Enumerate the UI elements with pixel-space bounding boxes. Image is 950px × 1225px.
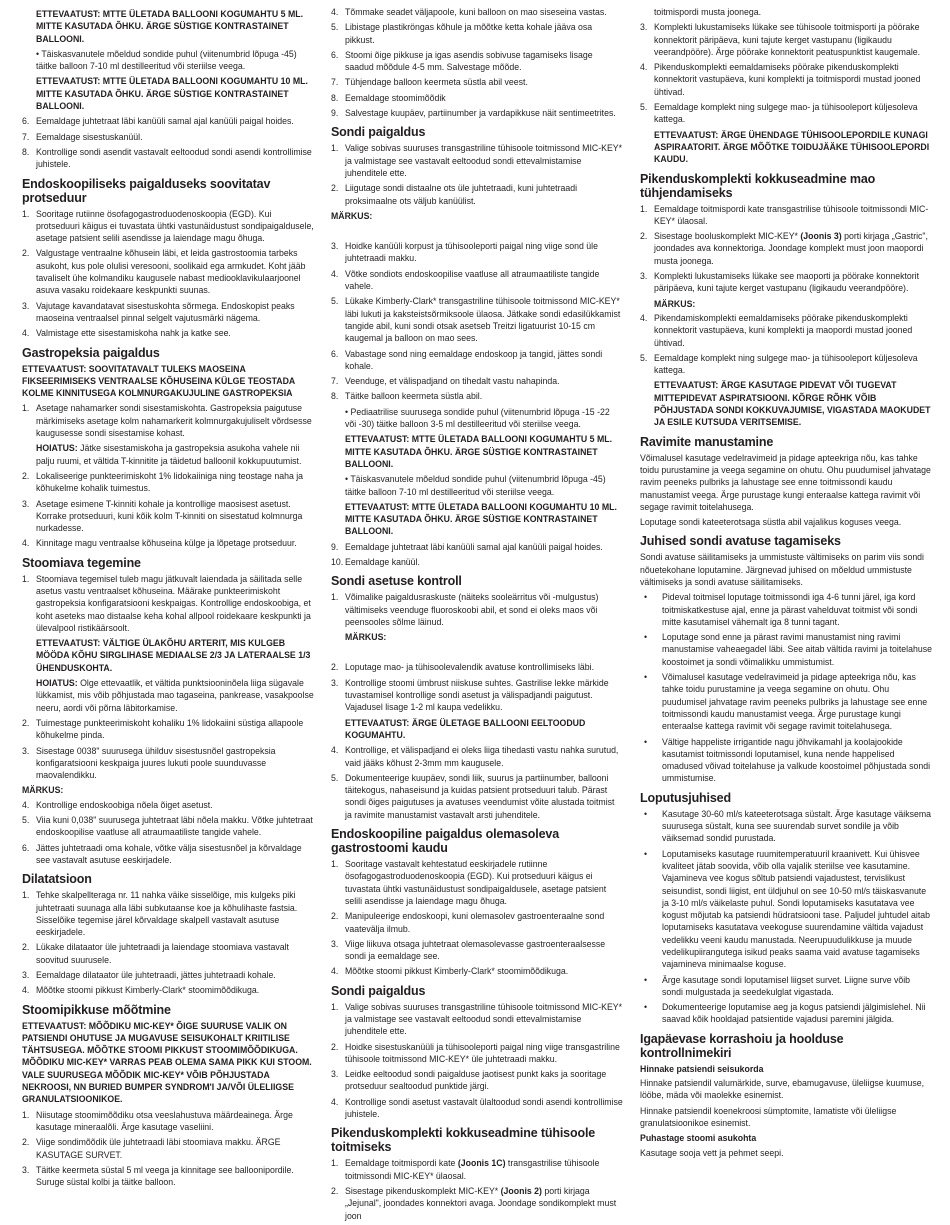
note-label: HOIATUS: (36, 443, 78, 454)
numbered-step (640, 312, 932, 349)
section-heading: Endoskoopiline paigaldus olemasoleva gastrostoomi kaudu (331, 827, 559, 856)
numbered-step (331, 348, 623, 373)
step-text: Jättes juhtetraadi oma kohale, võtke välja sisestusnõel ja kõrvaldage see vastavalt asutuse eeskirjadele. (36, 842, 302, 865)
column-left (22, 6, 314, 1191)
numbered-step (22, 300, 314, 325)
step-number: 1. (22, 403, 30, 414)
step-number: 9. (331, 541, 339, 552)
numbered-step (331, 142, 623, 179)
numbered-step (331, 76, 623, 88)
step-number: 9. (331, 108, 339, 119)
bullet-text: Loputamiseks kasutage ruumitemperatuuril kraanivett. Kui ühisvee kvaliteet jätab soovida, võib olla vajalik steriilse vee kasutamine. Vajamineva vee kogus sõltub patsiendi vajadustest, tervislikust seisundist, sondi liigist, ent üldjuhul on see 10-50 ml/s täiskasvanute ja 3-10 ml/s väikelaste puhul. Sondi loputamiseks kasutatava vee kogust mõjutab ka patsiendi hüdratsiooni tase. Paljudel juhtudel aitab loputamiseks kasutatava veekoguse suurendamine vältida vajadust vedelikku veeni kaudu manustada. Neerupuudulikkuse ja muude vedelikupiirangutega isikud peaks saama vaid avatuse tagamiseks vajaminevа minimaalse koguse. (662, 848, 931, 970)
step-text: Hoidke sisestuskanüüli ja tühisooleporti paigal ning viige transgastriline tühisoole toitmissond MIC-KEY* üle juhtetraadi makku. (345, 1041, 620, 1064)
bullet-dot: • (644, 672, 648, 683)
figure-reference: (Joonis 2) (500, 1185, 542, 1196)
step-text: Valgustage ventraalne kõhusein läbi, et leida gastrostoomia tarbeks asukoht, kus pole olulisi veresooni, soolikaid ega armkudet. Koht jääb tavaliselt ühe kolmandiku kaugusele nabast mediooklavikulaarjoonel asuva vasaku roidekaare keskpunkti suunas. (36, 248, 306, 296)
step-number: 3. (22, 300, 30, 311)
numbered-step (331, 910, 623, 935)
paragraph: Hinnake patsiendil valumärkide, surve, ebamugavuse, üleliigse kuumuse, lööbe, mäda või maolekke esinemist. (640, 1078, 925, 1101)
bullet-text: Loputage sond enne ja pärast ravimi manustamist ning ravimi manustamise vaheaegadel läbi. See aitab vältida ravimi ja toitelahuse koostoimet ja sondi võimalikku ummistumist. (662, 632, 932, 667)
numbered-step (22, 131, 314, 143)
step-number: 3. (640, 22, 648, 33)
numbered-step (331, 182, 623, 207)
bullet-item (640, 591, 932, 628)
step-text: Eemaldage stoomimõõdik (345, 92, 446, 103)
step-number: 2. (331, 662, 339, 673)
step-text (345, 1157, 623, 1182)
step-number: 2. (22, 717, 30, 728)
step-text: Mõõtke stoomi pikkust Kimberly-Clark* stoomimõõdikuga. (36, 985, 260, 996)
step-number: 1. (331, 1158, 339, 1169)
bullet-dot: • (644, 974, 648, 985)
note-label: MÄRKUS: (654, 298, 696, 309)
step-text: Lükake dilataator üle juhtetraadi ja laiendage stoomiava vastavalt soovitud suurusele. (36, 942, 289, 965)
step-number: 7. (331, 376, 339, 387)
numbered-step (22, 115, 314, 127)
section-heading: Loputusjuhised (640, 790, 731, 805)
step-number: 4. (22, 328, 30, 339)
step-number: 2. (22, 248, 30, 259)
step-number: 2. (331, 1041, 339, 1052)
step-number: 8. (331, 92, 339, 103)
step-number: 6. (331, 348, 339, 359)
step-number: 3. (331, 938, 339, 949)
step-number: 4. (331, 966, 339, 977)
step-text: Eemaldage sisestuskanüül. (36, 131, 143, 142)
step-text: Täitke keermeta süstal 5 ml veega ja kinnitage see balloonipordile. Suruge süstal kolbi ja täitke balloon. (36, 1164, 294, 1188)
numbered-step (331, 677, 623, 714)
step-number: 3. (22, 970, 30, 980)
step-text: Kontrollige stoomi ümbrust niiskuse suhtes. Gastrilise lekke märkide tuvastamisel kontrollige sondi asetust ja välispadjandi paigutust. Vajadusel lisage 1-2 ml kaupa vedelikku. (345, 677, 609, 713)
step-number: 7. (331, 77, 339, 88)
paragraph: Võimalusel kasutage vedelravimeid ja pidage apteekriga nõu, kas tahke toidu purustamine ja veega segamine on ohutu. Ohu puudumisel jahvatage ravim peeneks pulbriks ja lahustage see enne toitmissondi kaudu manustamist veega. Ärge purustage kungi enteraalse kattega ravimit või segage ravimit toitelahusega. (640, 452, 931, 512)
bullet-text: Pideval toitmisel loputage toitmissondi iga 4-6 tunni järel, iga kord toitmiskatkestuse ajal, enne ja pärast vahelduvat toitmist või sondi mitte kasutamisel vähemalt iga 8 tunni tagant. (662, 592, 918, 627)
step-number: 1. (22, 208, 30, 219)
step-number: 3. (331, 677, 339, 688)
numbered-step (22, 247, 314, 296)
step-number: 2. (22, 470, 30, 481)
warning-text: ETTEVAATUST: ÄRGE ÜHENDAGE TÜHISOOLEPORDILE KUNAGI ASPIRAATORIT. ÄRGE MÕÕTKE TOIDUJÄÄKE TÜHISOOLEPORDI KAUDU. (654, 129, 930, 165)
note-paragraph (36, 442, 314, 467)
numbered-step (331, 1157, 623, 1182)
step-number: 2. (331, 1185, 339, 1196)
step-text: Leidke eeltoodud sondi paigalduse jaotisest punkt kaks ja sooritage protseduur sealtoodud punktide järgi. (345, 1069, 607, 1092)
step-text: Komplekti lukustamiseks lükake see maoporti ja pöörake konnektorit päripäeva, kuni tajute kerget vastupanu (ligikaudu veerandpööre). (654, 271, 920, 294)
step-text: Sooritage vastavalt kehtestatud eeskirjadele rutiinne ösofagogastroduodenoskoopia (EGD). Kui protseduuri käigus ei tuvastata ühtki vastunäidustust sondipaigaldusele, asetage patsient selili asendisse ja laiendage magu õhuga. (345, 859, 607, 906)
step-text-part: transgastrilise tühisoole toitmissondi MIC-KEY* ülaosal. (345, 1158, 600, 1181)
numbered-step (640, 21, 932, 58)
section-heading: Ravimite manustamine (640, 434, 774, 449)
step-number: 1. (331, 1001, 339, 1012)
numbered-step (22, 537, 314, 549)
bullet-dot: • (644, 808, 648, 819)
paragraph: Kasutage sooja vett ja pehmet seepi. (640, 1147, 784, 1158)
step-number: 7. (22, 131, 30, 142)
numbered-step (331, 1185, 623, 1222)
step-number: 4. (22, 985, 30, 996)
step-number: 1. (640, 203, 648, 214)
numbered-step (331, 240, 623, 265)
step-text: Võimalike paigaldusraskuste (näiteks sooleärritus või -mulgustus) vältimiseks veenduge fluoroskoobi abil, et sond ei oleks maos või peensooles sõlme läinud. (345, 592, 599, 627)
section-heading: Gastropeksia paigaldus (22, 345, 160, 360)
section-heading: Endoskoopiliseks paigalduseks soovitatav protseduur (22, 176, 271, 205)
bullet-item (640, 736, 932, 785)
step-text: Valmistage ette sisestamiskoha nahk ja katke see. (36, 328, 231, 339)
numbered-step (640, 352, 932, 377)
step-text-part: porti kirjaga „Gastric", joondades ava konnektoriga. Joondage komplekt must joon maopordi musta joonega. (654, 231, 928, 266)
numbered-step (22, 470, 314, 495)
step-number: 4. (331, 268, 339, 279)
warning-text: ETTEVAATUST: SOOVITATAVALT TULEKS MAOSEINA FIKSEERIMISEKS VENTRAALSE KÕHUSEINA KÜLGE TEOSTADA KOLME KINNITUSEGA KOLMNURGAKUJULINE GASTROPEKSIA (22, 363, 295, 399)
numbered-step (22, 1136, 314, 1161)
bullet-note: • Täiskasvanutele mõeldud sondide puhul (viitenumbrid lõpuga -45) täitke balloon 7-10 ml destilleeritud või steriilse veega. (36, 48, 297, 72)
numbered-step (22, 814, 314, 839)
warning-text: ETTEVAATUST: MTTE ÜLETADA BALLOONI KOGUMAHTU 5 ML. MITTE KASUTADA ÕHKU. ÄRGE SÜSTIGE KONTRASTAINET BALLOONI. (36, 9, 304, 44)
subheading: MÄRKUS: (22, 785, 64, 796)
step-number: 5. (640, 102, 648, 113)
section-heading: Pikenduskomplekti kokkuseadmine tühisoole toitmiseks (331, 1126, 596, 1155)
section-heading: Pikenduskomplekti kokkuseadmine mao tühjendamiseks (640, 171, 876, 200)
step-number: 5. (331, 22, 339, 33)
step-text: Eemaldage dilataator üle juhtetraadi, jättes juhtetraadi kohale. (36, 970, 276, 980)
step-text: Eemaldage komplekt ning sulgege mao- ja tühisooleport küljesoleva kattega. (654, 102, 918, 125)
step-text: Kontrollige sondi asetust vastavalt ülaltoodud sondi asendi kontrollimise juhistele. (345, 1096, 623, 1120)
section-heading: Sondi paigaldus (331, 125, 426, 140)
bullet-note: • Pediaatrilise suurusega sondide puhul (viitenumbrid lõpuga -15 -22 või -30) täitke balloon 3-5 ml destilleeritud või steriilse veega. (345, 406, 610, 430)
step-text: Viia kuni 0,038" suurusega juhtetraat läbi nõela makku. Võtke juhtetraat endoskoopilise vaatluse all atraumaatiliste tangide vahele. (36, 815, 313, 838)
figure-reference: (Joonis 3) (800, 231, 842, 242)
numbered-step (331, 295, 623, 344)
step-text: Tehke skalpellteraga nr. 11 nahka väike sisselõige, mis kulgeks piki juhtetraati suunaga alla läbi subkutaanse koe ja kõhulihaste fastsia. Sisselõike tegemise järel kõrvaldage skalpell vastavalt asutuse eeskirjadele. (36, 890, 298, 938)
step-number: 5. (22, 815, 30, 826)
step-number: 2. (22, 1137, 30, 1148)
step-number: 6. (22, 116, 30, 127)
numbered-step (331, 1096, 623, 1121)
step-text: Veenduge, et välispadjand on tihedalt vastu nahapinda. (345, 376, 560, 387)
step-number: 4. (640, 312, 648, 323)
step-text: Valige sobivas suuruses transgastriline tühisoole toitmissond MIC-KEY* ja valmistage see vastavalt eeltoodud sondi ettevalmistamise juhenditele ette. (345, 143, 623, 178)
numbered-step (22, 146, 314, 171)
spacer (331, 645, 623, 661)
numbered-step (640, 230, 932, 267)
step-text: Hoidke kanüüli korpust ja tühisooleporti paigal ning viige sond üle juhtetraadi makku. (345, 241, 598, 264)
numbered-step (22, 889, 314, 938)
warning-text: ETTEVAATUST: MTTE ÜLETADA BALLOONI KOGUMAHTU 10 ML. MITTE KASUTADA ÕHKU. ÄRGE SÜSTIGE KONTRASTAINET BALLOONI. (345, 501, 617, 537)
bullet-dot: • (644, 632, 648, 643)
step-text: Pikenduskomplekti eemaldamiseks pöörake pikenduskomplekti konnektorit vastupäeva, kuni komplekti ja toitmispordi mustad jooned ühtivad. (654, 62, 921, 97)
step-text: Vajutage kavandatavat sisestuskohta sõrmega. Endoskopist peaks maoseina ventraalsel pinnal selgelt vajutusmärki nägema. (36, 300, 295, 323)
step-text: Tühjendage balloon keermeta süstla abil veest. (345, 77, 528, 88)
step-number: 5. (640, 352, 648, 363)
numbered-step (22, 1164, 314, 1189)
step-text: Võtke sondiots endoskoopilise vaatluse all atraumaatiliste tangide vahele. (345, 268, 600, 292)
step-text: Liigutage sondi distaalne ots üle juhtetraadi, kuni juhtetraadi proksimaalne ots väljub kanüülist. (345, 183, 578, 206)
section-heading: Dilatatsioon (22, 872, 92, 887)
step-text: Loputage mao- ja tühisoolevalendik avatuse kontrollimiseks läbi. (345, 662, 595, 673)
numbered-step (331, 772, 623, 821)
numbered-step (22, 984, 314, 996)
step-number: 5. (331, 296, 339, 307)
numbered-step (331, 375, 623, 387)
step-text: Lükake Kimberly-Clark* transgastriline tühisoole toitmissond MIC-KEY* läbi lukuti ja kaksteistsõrmiksoole ülaosa. Jätkake sondi edasilükkamist tangide abil, kuni sondi otsak asetseb Treitzi ligatuurist 10-15 cm kaugemal ja balloon on mao sees. (345, 296, 621, 344)
step-text: Kontrollige sondi asendit vastavalt eeltoodud sondi asendi kontrollimise juhistele. (36, 146, 312, 170)
numbered-step (22, 969, 314, 981)
step-number: 1. (331, 859, 339, 870)
numbered-step (331, 858, 623, 907)
note-text: Olge ettevaatlik, et vältida punktsiooninõela liiga sügavale lükkamist, mis võib põhjustada mao tagaseina, pankrease, vasakpoolse neeru, aordi või põrna läbitorkamise. (36, 678, 314, 713)
step-text: Eemaldage komplekt ning sulgege mao- ja tühisooleport küljesoleva kattega. (654, 352, 918, 376)
numbered-step (640, 203, 932, 228)
step-text: Komplekti lukustamiseks lükake see tühisoole toitmisporti ja pöörake konnektorit päripäeva, kuni tajute kerget vastupanu (ligikaudu veerandpööre). Ärge pöörake konnektorit peatuspunktist kaugemale. (654, 22, 921, 57)
step-number: 3. (640, 271, 648, 282)
step-text: Dokumenteerige kuupäev, sondi liik, suurus ja partiinumber, ballooni täitekogus, nahaseisund ja kuidas patsient protseduuri talub. Pärast sondi õiges paigutuses ja avatuses veendumist võite alustada toitmist ja ravimite manustamist vastavalt arsti juhenditele. (345, 772, 615, 820)
step-number: 4. (640, 62, 648, 73)
bullet-dot: • (644, 592, 648, 603)
step-text: Niisutage stoomimõõdiku otsa veeslahustuva määrdeainega. Ärge kasutage mineraalõli. Ärge kasutage vaseliini. (36, 1109, 293, 1132)
step-text (654, 230, 932, 267)
step-number: 3. (22, 1164, 30, 1175)
step-text: Eemaldage kanüül. (345, 556, 420, 567)
bullet-dot: • (644, 736, 648, 747)
numbered-step (331, 1001, 623, 1038)
numbered-step (331, 21, 623, 46)
step-number: 4. (22, 538, 30, 549)
step-text: Sisestage 0038" suurusega ühilduv sisestusnõel gastropeksia konfigaratsiooni keskpaiga juures lukuti poole suunduvasse maovalendikku. (36, 745, 276, 781)
subheading: MÄRKUS: (331, 210, 373, 221)
step-text-part: Sisestage pikenduskomplekt MIC-KEY* (345, 1185, 501, 1196)
step-text: Kontrollige endoskoobiga nõela õiget asetust. (36, 799, 213, 810)
step-text: Salvestage kuupäev, partiinumber ja vardapikkuse näit sentimeetrites. (345, 108, 616, 119)
paragraph: Sondi avatuse säilitamiseks ja ummistuste vältimiseks on parim viis sondi nõuetekohane loputamine. Järgnevad juhised on mõeldud ummistuste vältimiseks ja sondi avatuse säilitamiseks. (640, 552, 924, 587)
step-number: 6. (22, 842, 30, 853)
step-number: 4. (331, 1096, 339, 1107)
step-number: 5. (331, 772, 339, 783)
step-text: Kinnitage magu ventraalse kõhuseina külge ja lõpetage protseduur. (36, 538, 297, 549)
paragraph: Hinnake patsiendil koenekroosi sümptomite, lamatiste või üleliigse granulatsioonikoe esinemist. (640, 1105, 897, 1128)
bullet-item (640, 1001, 932, 1026)
numbered-step (331, 591, 623, 628)
step-text: Stoomi õige pikkuse ja igas asendis sobivuse tagamiseks lisage saadud mõõdule 4-5 mm. Salvestage mõõde. (345, 49, 593, 73)
step-text (345, 1185, 623, 1222)
section-heading: Igapäevase korrashoiu ja hoolduse kontrollnimekiri (640, 1031, 844, 1060)
numbered-step (331, 965, 623, 977)
note-label: MÄRKUS: (345, 632, 387, 643)
step-number: 10. (331, 556, 344, 567)
subheading: Puhastage stoomi asukohta (640, 1133, 757, 1144)
step-text: Tuimestage punkteerimiskoht kohaliku 1% lidokaiini süstiga allapoole kõhukelme pinda. (36, 717, 304, 741)
note-paragraph (36, 677, 314, 714)
step-text-part: Eemaldage toitmispordi kate (345, 1158, 458, 1169)
numbered-step (640, 270, 932, 295)
bullet-text: Võimalusel kasutage vedelravimeid ja pidage apteekriga nõu, kas tahke toidu purustamine ja veega segamine on ohutu. Ohu puudumisel jahvatage ravim peeneks pulbriks ja lahustage see enne toitmissondi kaudu manustamist veega. Ärge purustage kungi enteraalse kattega ravimit või segage ravimit toitelahusega. (662, 672, 928, 732)
step-number: 8. (22, 146, 30, 157)
step-number: 1. (22, 1109, 30, 1120)
numbered-step (331, 661, 623, 673)
section-heading: Juhised sondi avatuse tagamiseks (640, 534, 841, 549)
numbered-step (331, 541, 623, 553)
spacer (331, 224, 623, 240)
paragraph: Loputage sondi kateeterotsaga süstla abil vajalikus koguses veega. (640, 517, 902, 528)
step-text: Valige sobivas suuruses transgastriline tühisoole toitmissond MIC-KEY* ja valmistage see vastavalt eeltoodud sondi ettevalmistamise juhenditele ette. (345, 1001, 623, 1037)
step-number: 3. (22, 498, 30, 509)
warning-text: ETTEVAATUST: MTTE ÜLETADA BALLOONI KOGUMAHTU 5 ML. MITTE KASUTADA ÕHKU. ÄRGE SÜSTIGE KONTRASTAINET BALLOONI. (345, 434, 613, 469)
warning-text: ETTEVAATUST: MÕÕDIKU MIC-KEY* ÕIGE SUURUSE VALIK ON PATSIENDI OHUTUSE JA MUGAVUSE SEISUKOHALT KRIITILISE TÄHTSUSEGA. MÕÕTKE STOOMI PIKKUST STOOMIMÕÕDIKUGA. MÕÕDIKU MIC-KEY* VARRAS PEAB OLEMA SAMA PIKK KUI STOOM. VALE SUURUSEGA MÕÕDIK MIC-KEY* VÕIB PÕHJUSTADA NEKROOSI, NN BURIED BUMPER SYNDROM'I JA/VÕI ÜLELIIGSE GRANULATSIOONIKOE. (22, 1020, 312, 1105)
bullet-text: Vältige happeliste irrigantide nagu jõhvikamahl ja koolajookide kasutamist toitmissondi loputamisel, kuna nende happelised omadused võivad toitelahuse ja valkude koostoimel põhjustada sondi ummistumise. (662, 736, 931, 784)
numbered-step (22, 799, 314, 811)
numbered-step (331, 107, 623, 119)
step-number: 2. (331, 183, 339, 194)
bullet-dot: • (644, 848, 648, 859)
step-number: 2. (22, 942, 30, 953)
step-number: 4. (22, 799, 30, 810)
numbered-step (22, 842, 314, 867)
column-middle (331, 6, 623, 1225)
step-text: Vabastage sond ning eemaldage endoskoop ja tangid, jättes sondi kohale. (345, 348, 603, 371)
step-text: Lokaliseerige punkteerimiskoht 1% lidokaiiniga ning teostage naha ja kõhukelme kohalik tuimestus. (36, 470, 304, 494)
section-heading: Stoomiava tegemine (22, 555, 141, 570)
numbered-step (22, 573, 314, 634)
warning-text: ETTEVAATUST: ÄRGE ÜLETAGE BALLOONI EELTOODUD KOGUMAHTU. (345, 717, 586, 740)
step-text: Sooritage rutiinne ösofagogastroduodenoskoopia (EGD). Kui protseduuri käigus ei tuvastata ühtki vastunäidustust sondipaigaldusele, asetage patsient selili asendisse ja laiendage magu õhuga. (36, 208, 314, 244)
step-text-part: porti kirjaga „Jejunal", joondades konnektori avaga. Joondage sondikomplekt must joon (345, 1185, 617, 1221)
bullet-text: Kasutage 30-60 ml/s kateeterotsaga süstalt. Ärge kasutage väiksema suurusega süstalt, kuna see suurendab survet sondile ja võib väiksemad sondid purustada. (662, 808, 931, 844)
numbered-step (22, 717, 314, 742)
step-text: Eemaldage juhtetraat läbi kanüüli samal ajal kanüüli paigal hoides. (36, 116, 294, 127)
bullet-dot: • (644, 1002, 648, 1013)
numbered-step (331, 49, 623, 74)
step-number: 4. (331, 7, 339, 17)
step-text: Viige sondimõõdik üle juhtetraadi läbi stoomiava makku. ÄRGE KASUTAGE SURVET. (36, 1137, 281, 1160)
numbered-step (331, 390, 623, 402)
step-text: Kontrollige, et välispadjand ei oleks liiga tihedasti vastu nahka surutud, vaid jääks kõhust 2-3mm mm kaugusele. (345, 745, 619, 768)
step-text: Eemaldage juhtetraat läbi kanüüli samal ajal kanüüli paigal hoides. (345, 541, 603, 552)
numbered-step (22, 745, 314, 782)
step-text: Asetage esimene T-kinniti kohale ja kontrollige maosisest asetust. Korrake protseduuri, kuni kõik kolm T-kinniti on sisestatud kolmnurga nurkadesse. (36, 498, 303, 534)
bullet-item (640, 808, 932, 845)
step-text: Viige liikuva otsaga juhtetraat olemasolevasse gastroenteraalsesse sondi ja eemaldage see. (345, 938, 606, 962)
bullet-item (640, 671, 932, 732)
numbered-step (331, 92, 623, 104)
section-heading: Sondi asetuse kontroll (331, 574, 462, 589)
column-right (640, 6, 932, 1162)
step-text: Tõmmake seadet väljapoole, kuni balloon on mao siseseina vastas. (345, 7, 607, 17)
numbered-step (22, 941, 314, 966)
step-number: 1. (331, 143, 339, 154)
numbered-step (331, 744, 623, 769)
step-number: 1. (22, 890, 30, 901)
numbered-step (22, 1109, 314, 1134)
warning-text: ETTEVAATUST: MTTE ÜLETADA BALLOONI KOGUMAHTU 10 ML. MITTE KASUTADA ÕHKU. ÄRGE SÜSTIGE KONTRASTAINET BALLOONI. (36, 76, 308, 112)
step-text: Stoomiava tegemisel tuleb magu jätkuvalt laiendada ja säilitada selle asetus vastu ventraalset kõhuseina. Määrake punkteerimiskoht gastropeksia konfigaratsiooni keskpaigas. Kontrollige endoskoobiga, et koht aseteks mao distaalse keha kohal allpool roidekaare keskpunkti ja ülevalpool ristikäärsoolt. (36, 573, 311, 633)
bullet-note: • Täiskasvanutele mõeldud sondide puhul (viitenumbrid lõpuga -45) täitke balloon 7-10 ml destilleeritud või steriilse veega. (345, 474, 606, 497)
numbered-step (640, 101, 932, 126)
bullet-item (640, 631, 932, 668)
numbered-step (640, 61, 932, 98)
paragraph: toitmispordi musta joonega. (654, 7, 761, 17)
numbered-step (22, 327, 314, 339)
note-label: HOIATUS: (36, 678, 78, 689)
numbered-step (22, 208, 314, 245)
step-text: Pikendamiskomplekti eemaldamiseks pöörake pikenduskomplekti konnektorit vastupäeva, kuni komplekti ja maopordi mustad jooned ühtivad. (654, 312, 913, 348)
numbered-step (331, 938, 623, 963)
step-text: Libistage plastikröngas kõhule ja mõõtke ketta kohale jääva osa pikkust. (345, 22, 593, 45)
numbered-step (22, 402, 314, 439)
numbered-step (22, 498, 314, 535)
bullet-text: Ärge kasutage sondi loputamisel liigset survet. Liigne surve võib sondi mulgustada ja seedekulglat vigastada. (662, 974, 911, 997)
numbered-step (331, 1041, 623, 1066)
step-text: Manipuleerige endoskoopi, kuni olemasolev gastroenteraalne sond vaatevälja ilmub. (345, 911, 605, 934)
step-number: 8. (331, 391, 339, 402)
numbered-step (331, 556, 623, 568)
step-text: Eemaldage toitmispordi kate transgastrilise tühisoole toitmissondi MIC-KEY* ülaosal. (654, 203, 929, 226)
numbered-step (331, 1068, 623, 1093)
bullet-item (640, 974, 932, 999)
warning-text: ETTEVAATUST: ÄRGE KASUTAGE PIDEVAT VÕI TUGEVAT MITTEPIDEVAT ASPIRATSIOONI. KÕRGE RÕHK VÕIB PÕHJUSTADA SONDI KOKKUVAJUMISE, VIGASTADA MAOKUDET JA ESILE KUTSUDA VERITSEMISE. (654, 380, 931, 428)
step-number: 1. (22, 573, 30, 584)
step-text: Asetage nahamarker sondi sisestamiskohta. Gastropeksia paigutuse märkimiseks asetage kolm nahamarkerit kolmnurgakujuliselt võrdsesse kaugusesse sondi sisestamise kohast. (36, 403, 312, 439)
step-number: 2. (331, 911, 339, 922)
step-number: 3. (331, 241, 339, 252)
section-heading: Sondi paigaldus (331, 983, 426, 998)
subheading: Hinnake patsiendi seisukorda (640, 1063, 764, 1074)
section-heading: Stoomipikkuse mõõtmine (22, 1002, 171, 1017)
bullet-item (640, 848, 932, 971)
step-number: 3. (331, 1069, 339, 1080)
warning-text: ETTEVAATUST: VÄLTIGE ÜLAKÕHU ARTERIT, MIS KULGEB MÖÖDA KÕHU SIRGLIHASE MEDIAALSE 2/3 JA LATERAALSE 1/3 ÜHENDUSKOHTA. (36, 638, 311, 673)
step-number: 4. (331, 745, 339, 756)
step-number: 2. (640, 231, 648, 242)
step-number: 3. (22, 745, 30, 756)
step-number: 1. (331, 592, 339, 603)
step-text-part: Sisestage booluskomplekt MIC-KEY* (654, 231, 801, 242)
step-number: 6. (331, 49, 339, 60)
figure-reference: (Joonis 1C) (457, 1158, 506, 1169)
bullet-text: Dokumenteerige loputamise aeg ja kogus patsiendi jälgimislehel. Nii saavad kõik hooldajad patsientide vajadusi paremini jälgida. (662, 1002, 926, 1025)
numbered-step (331, 268, 623, 293)
step-text: Täitke balloon keermeta süstla abil. (345, 391, 483, 402)
numbered-step (331, 6, 623, 18)
note-text: Jätke sisestamiskoha ja gastropeksia asukoha vahele nii palju ruumi, et vältida T-kinnitite ja täidetud balloonil kokkupuutumist. (36, 443, 302, 466)
step-text: Mõõtke stoomi pikkust Kimberly-Clark* stoomimõõdikuga. (345, 966, 569, 977)
